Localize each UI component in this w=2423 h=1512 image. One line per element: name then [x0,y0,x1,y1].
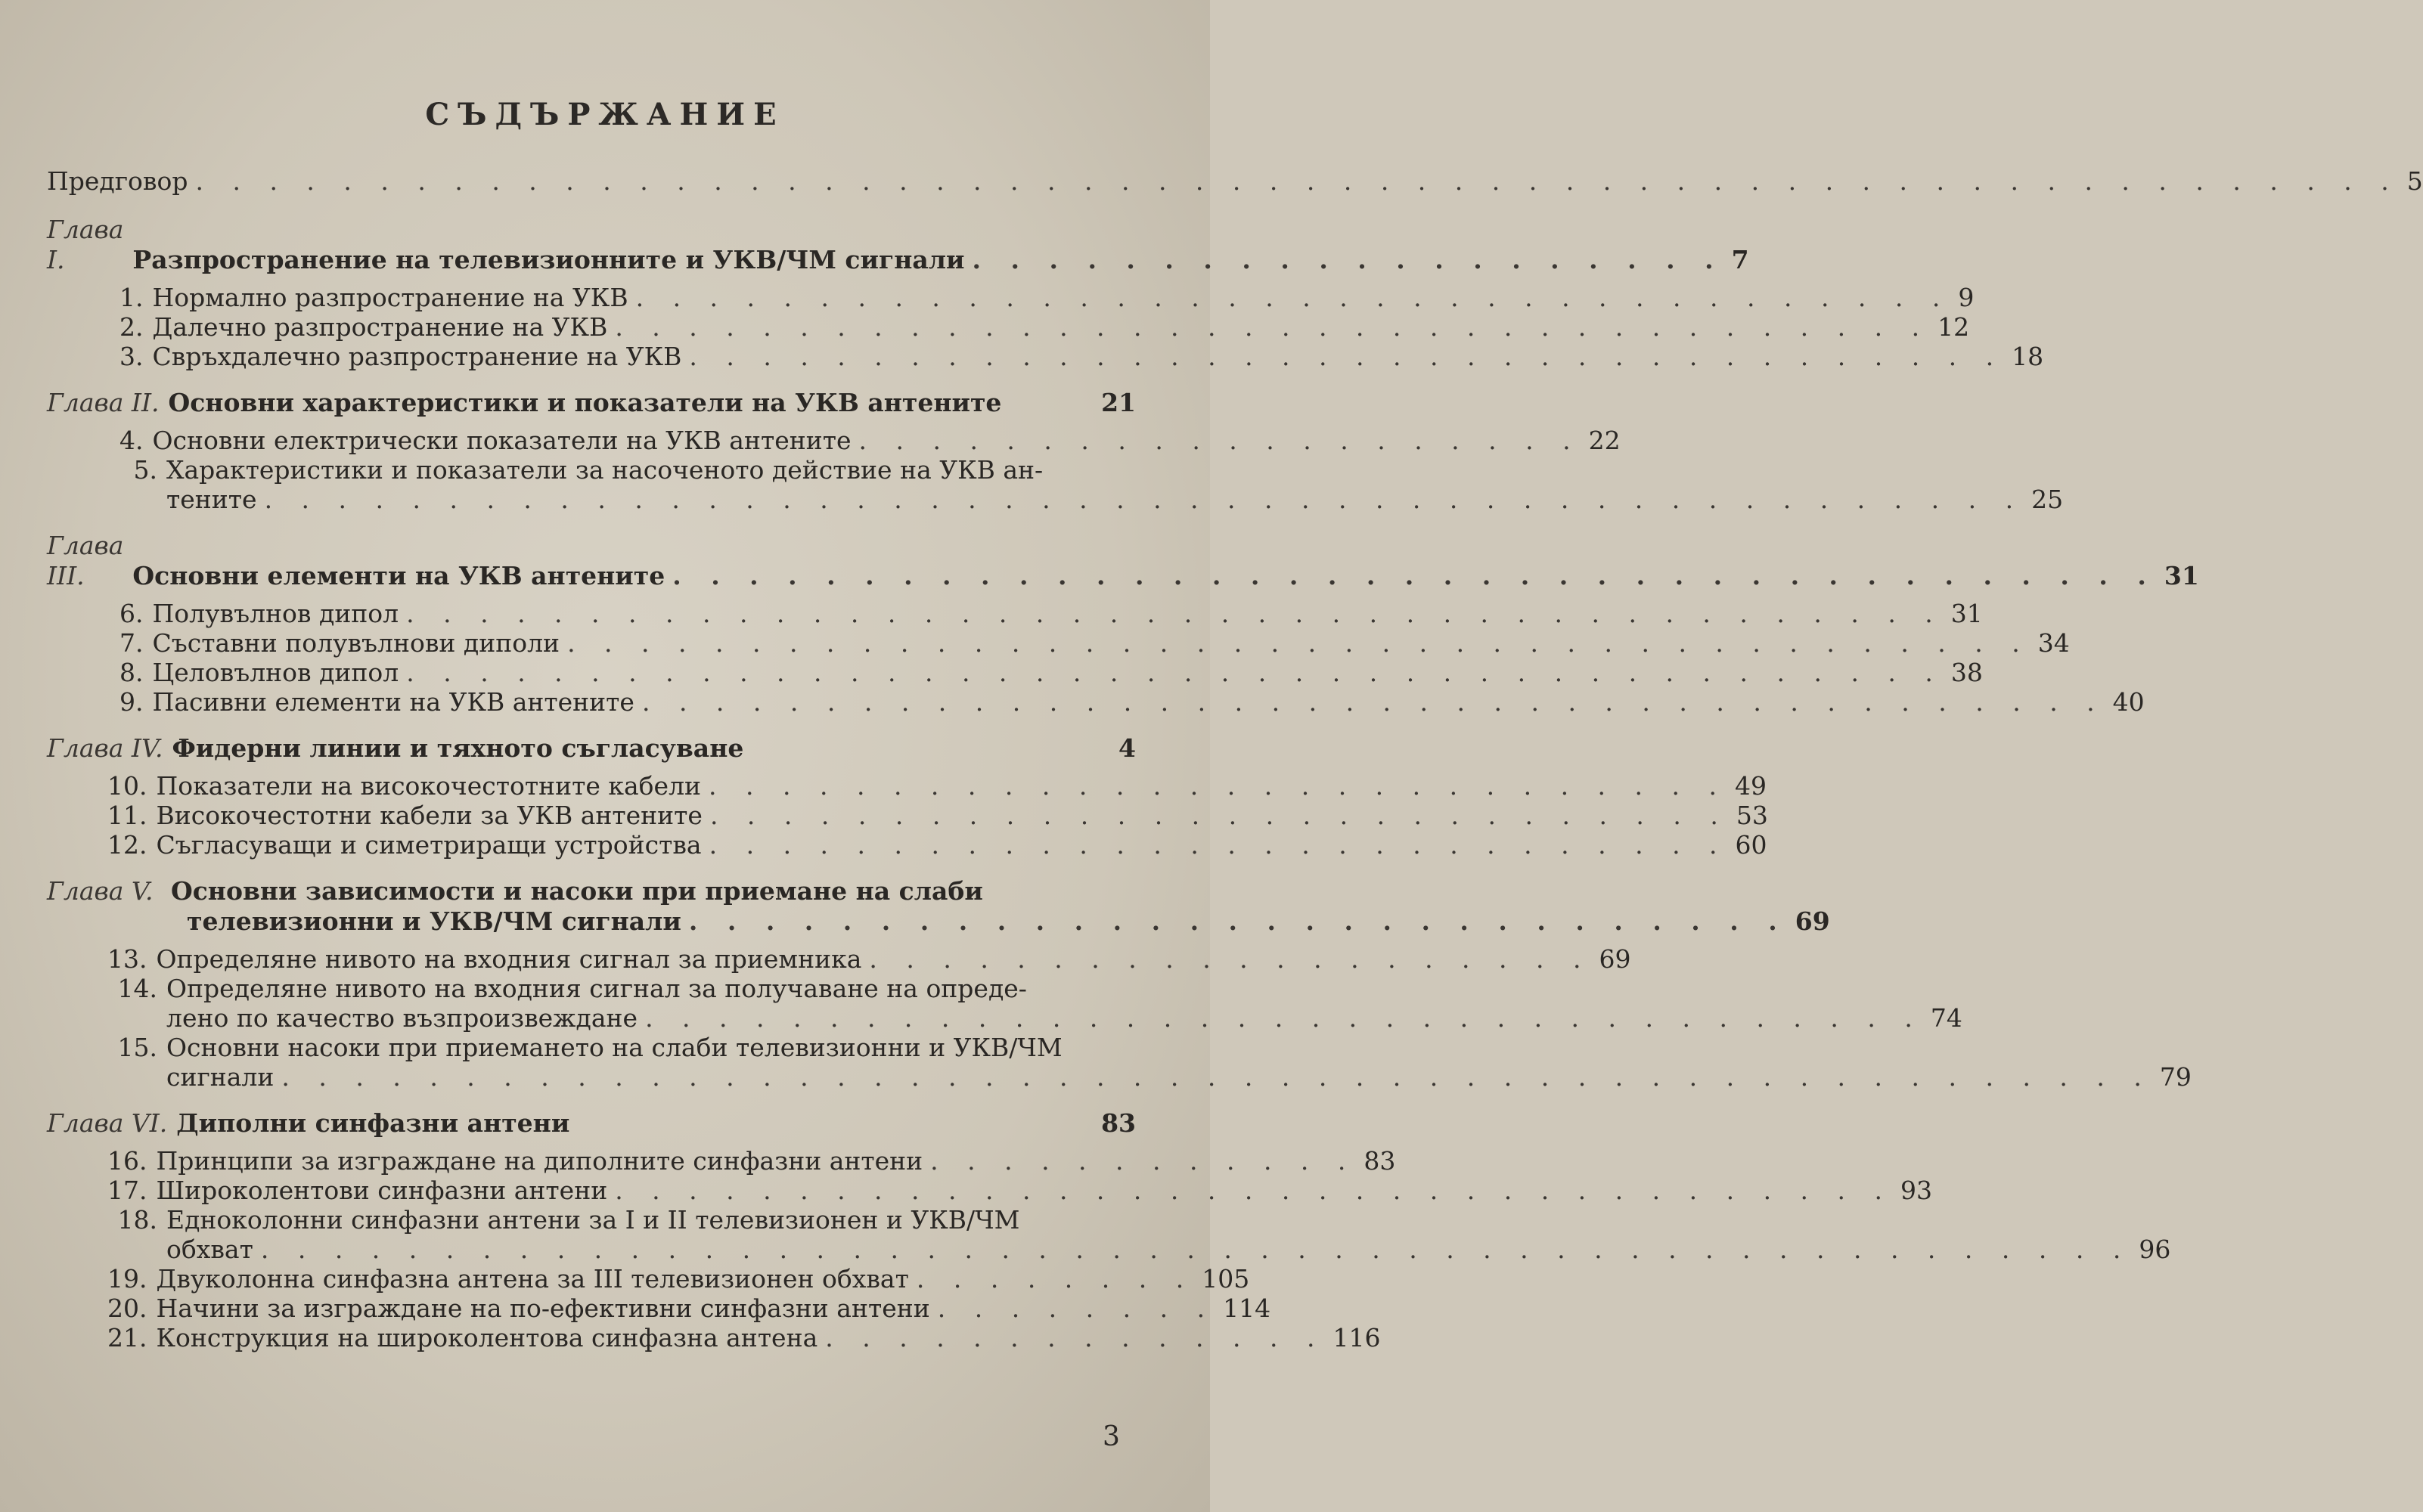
toc-page-number: 12 [1937,312,1970,342]
toc-section [47,283,1975,312]
toc-chapter [47,388,1136,418]
section-title-continued: лено по качество възпроизвеждане [166,1003,638,1033]
toc-page-number: 9 [1958,283,1975,312]
toc-section [47,1323,1381,1352]
toc-page-number: 18 [2012,342,2044,371]
section-title: Полувълнов дипол [152,599,399,628]
toc-section [47,1294,1271,1323]
toc-page-number: 60 [1735,830,1767,860]
section-title-continued: сигнали [166,1062,275,1092]
toc-section [47,1146,1396,1176]
toc-section [47,426,1621,455]
section-number: 8. [119,658,144,687]
section-title: Съставни полувълнови диполи [152,628,560,658]
section-title: Показатели на високочестотните кабели [156,771,702,801]
dot-leader: . . . . . . . . . . . . . . . . . . . . [869,944,1592,974]
section-number: 4. [119,426,144,455]
toc-page-number: 69 [1795,906,1830,936]
toc-page-number: 116 [1332,1323,1381,1352]
toc-section-line2 [47,1235,2171,1264]
section-title: Далечно разпространение на УКВ [152,312,608,342]
toc-page-number: 83 [1364,1146,1396,1176]
toc-page-number: 31 [1950,599,1983,628]
toc-page-number: 4 [1118,733,1136,763]
toc-page-number: 31 [2164,561,2199,590]
toc-section-line1 [47,974,1136,1003]
section-number: 10. [107,771,147,801]
section-title: Основни насоки при приемането на слаби телевизионни и УКВ/ЧМ [166,1033,1063,1062]
dot-leader: . . . . . . . . . . . . . . . . . . . . . . . . . . . . . . . . . . . . . . . . . . . . . . . . . . . [260,1235,2132,1264]
dot-leader: . . . . . . . . . . . . . . . . . . . . [972,245,1724,274]
toc-chapter [47,531,2199,591]
toc-page-number: 53 [1736,801,1768,830]
section-number: 12. [107,830,147,860]
section-number: 7. [119,628,144,658]
toc-section [47,771,1767,801]
toc-page-number: 34 [2037,628,2070,658]
toc-section [47,1264,1250,1294]
dot-leader: . . . . . . . . . . . . . . . . . . . . . . . . . . . . . [688,906,1788,936]
toc-section [47,687,2145,717]
toc-page-number: 93 [1900,1176,1932,1205]
dot-leader: . . . . . . . . . . . . . . [825,1323,1326,1352]
section-number: 9. [119,687,144,717]
section-title-continued: тените [166,485,257,514]
chapter-title-continued: телевизионни и УКВ/ЧМ сигнали [187,906,681,936]
toc-page-number: 83 [1101,1108,1136,1138]
section-number: 18. [117,1205,157,1235]
toc-section [47,628,2070,658]
toc-section [47,312,1970,342]
toc-section [47,342,2044,371]
dot-leader: . . . . . . . . . . . . . . . . . . . . . . . . . . . . . . . . . . . . [615,312,1931,342]
dot-leader: . . . . . . . . . . . . . . . . . . . . . . . . . . . . . . . . . . . . . . . . . . . . . . . . . . . [281,1062,2152,1092]
toc-page-number: 5 [2406,166,2423,196]
toc-page-number: 49 [1734,771,1767,801]
dot-leader: . . . . . . . . . . . . . . . . . . . . . . . . . . . . . . . . . . . . . . . . . . . . . . . . [264,485,2024,514]
section-title: Едноколонни синфазни антени за I и II телевизионен и УКВ/ЧМ [166,1205,1020,1235]
section-title-continued: обхват [166,1235,253,1264]
dot-leader: . . . . . . . . . . . . . . . . . . . . . . . . . . . . . . . . . . . . . . . [672,561,2157,590]
toc-page-number: 105 [1202,1264,1250,1294]
chapter-title: Основни елементи на УКВ антените [132,561,665,590]
toc-page-number: 69 [1599,944,1631,974]
page-number: 3 [1103,1421,1120,1452]
section-number: 2. [119,312,144,342]
section-number: 14. [117,974,157,1003]
dot-leader: . . . . . . . . . . . . . . . . . . . . . . . . . . . . . . . . . . . . . . . . [641,687,2105,717]
toc-section-line2 [47,485,2064,514]
section-title: Пасивни елементи на УКВ антените [152,687,634,717]
page-title: СЪДЪРЖАНИЕ [425,97,785,132]
toc-chapter [47,215,1749,275]
toc-section [47,944,1631,974]
section-number: 1. [119,283,144,312]
section-number: 21. [107,1323,147,1352]
toc-section-line1 [47,1033,1136,1062]
dot-leader: . . . . . . . . . . . . . . . . . . . . . . . . . . . . . . . . . . . [615,1176,1893,1205]
dot-leader: . . . . . . . . . . . . . . . . . . . . . . . . . . . . . . . . . . . . [635,283,1951,312]
dot-leader: . . . . . . . . . . . . . . . . . . . . . . . . . . . . [709,771,1727,801]
toc-section-line2 [47,1062,2192,1092]
toc-entry-text: Предговор [47,166,188,196]
section-number: 15. [117,1033,157,1062]
dot-leader: . . . . . . . . . . . . [930,1146,1357,1176]
chapter-label: Глава V. [47,876,154,906]
toc-page-number: 96 [2139,1235,2171,1264]
section-number: 3. [119,342,144,371]
section-title: Определяне нивото на входния сигнал за приемника [156,944,862,974]
section-number: 13. [107,944,147,974]
toc-page-number: 40 [2112,687,2145,717]
section-title: Свръхдалечно разпространение на УКВ [152,342,682,371]
section-title: Принципи за изграждане на диполните синфазни антени [156,1146,923,1176]
section-number: 19. [107,1264,147,1294]
section-title: Характеристики и показатели за насоченото действие на УКВ ан- [166,455,1044,485]
toc-page-number: 25 [2031,485,2064,514]
toc-chapter-line2 [47,906,1830,937]
section-number: 11. [107,801,147,830]
section-title: Съгласуващи и симетриращи устройства [156,830,702,860]
section-title: Определяне нивото на входния сигнал за получаване на опреде- [166,974,1027,1003]
section-number: 5. [133,455,157,485]
chapter-title: Разпространение на телевизионните и УКВ/ЧМ сигнали [132,245,965,274]
section-number: 17. [107,1176,147,1205]
dot-leader: . . . . . . . . . . . . . . . . . . . . . . . . . . . . . . . . . . . [645,1003,1923,1033]
chapter-label: Глава VI. [47,1108,168,1138]
section-number: 16. [107,1146,147,1176]
section-title: Целовълнов дипол [152,658,399,687]
toc-section [47,801,1768,830]
toc-page-number: 114 [1223,1294,1271,1323]
dot-leader: . . . . . . . . [916,1264,1195,1294]
toc-section-line2 [47,1003,1962,1033]
toc-section-line1 [47,455,1136,485]
dot-leader: . . . . . . . . . . . . . . . . . . . . . . . . . . . . . . . . . . . . . . . . . . . . . . . . . . . . . . . . . . . . [195,166,2400,196]
toc-section [47,658,1983,687]
toc-page-number: 38 [1950,658,1983,687]
chapter-label: Глава IV. [47,733,163,763]
toc-page-number: 74 [1930,1003,1962,1033]
toc-section [47,830,1767,860]
toc-page-number: 7 [1731,245,1749,274]
toc-preface [47,166,2423,197]
toc-chapter-line1 [47,876,1136,906]
toc-section-line1 [47,1205,1136,1235]
section-title: Начини за изграждане на по-ефективни синфазни антени [156,1294,930,1323]
section-number: 20. [107,1294,147,1323]
section-title: Конструкция на широколентова синфазна антена [156,1323,818,1352]
toc-page-number: 21 [1101,388,1136,417]
section-title: Основни електрически показатели на УКВ антените [152,426,852,455]
chapter-title: Основни зависимости и насоки при приемане на слаби [170,876,983,906]
dot-leader: . . . . . . . . . . . . . . . . . . . . . . . . . . . . [709,830,1728,860]
chapter-label: Глава II. [47,388,160,417]
chapter-label: Глава I. [47,215,124,274]
toc-page-number: 79 [2159,1062,2192,1092]
section-title: Двуколонна синфазна антена за III телевизионен обхват [156,1264,909,1294]
dot-leader: . . . . . . . . . . . . . . . . . . . . . . . . . . . . . . . . . . . . . . . . [567,628,2031,658]
toc-section [47,1176,1932,1205]
dot-leader: . . . . . . . . [937,1294,1216,1323]
section-title: Високочестотни кабели за УКВ антените [156,801,703,830]
section-number: 6. [119,599,144,628]
dot-leader: . . . . . . . . . . . . . . . . . . . . . . . . . . . . . . . . . . . . [689,342,2005,371]
toc-page-number: 22 [1588,426,1621,455]
toc-chapter [47,1108,1136,1139]
toc-chapter [47,733,1136,764]
dot-leader: . . . . . . . . . . . . . . . . . . . . . . . . . . . . . . . . . . . . . . . . . . [406,599,1944,628]
chapter-label: Глава III. [47,531,124,590]
table-of-contents [47,166,2423,1352]
dot-leader: . . . . . . . . . . . . . . . . . . . . . . . . . . . . . . . . . . . . . . . . . . [406,658,1944,687]
section-title: Нормално разпространение на УКВ [152,283,628,312]
chapter-title: Основни характеристики и показатели на УКВ антените [168,388,1002,417]
section-title: Широколентови синфазни антени [156,1176,608,1205]
chapter-title: Фидерни линии и тяхното съгласуване [172,733,744,763]
chapter-title: Диполни синфазни антени [176,1108,570,1138]
dot-leader: . . . . . . . . . . . . . . . . . . . . [858,426,1581,455]
dot-leader: . . . . . . . . . . . . . . . . . . . . . . . . . . . . [709,801,1729,830]
toc-section [47,599,1983,628]
